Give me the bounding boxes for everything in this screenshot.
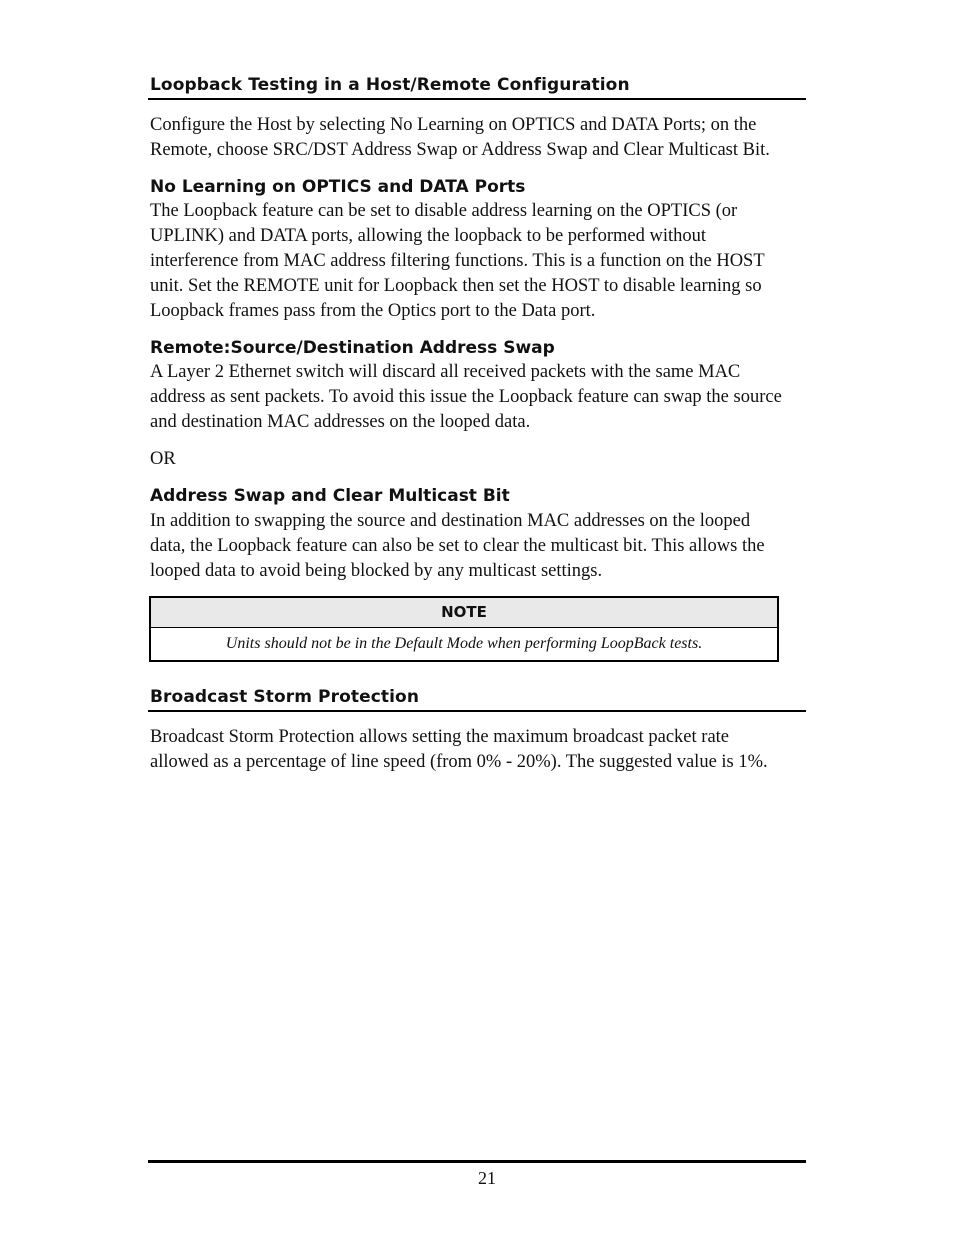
section-title-broadcast: Broadcast Storm Protection (150, 687, 420, 707)
section-rule-loopback (148, 98, 806, 100)
no-learning-paragraph (150, 199, 810, 324)
subsection-title-address-swap: Remote:Source/Destination Address Swap (150, 338, 555, 358)
address-swap-paragraph (150, 360, 810, 435)
or-separator (150, 447, 810, 472)
text-line: OR (150, 449, 176, 469)
footer-rule (148, 1160, 806, 1163)
note-box (149, 596, 779, 662)
text-line: Broadcast Storm Protection allows setting the maximum broadcast packet rate (150, 727, 730, 747)
broadcast-paragraph (150, 725, 810, 775)
text-line: and destination MAC addresses on the looped data. (150, 412, 531, 432)
section-rule-broadcast (148, 710, 806, 712)
subsection-title-clear-multicast: Address Swap and Clear Multicast Bit (150, 486, 510, 506)
loopback-intro-paragraph (150, 113, 810, 163)
text-line: In addition to swapping the source and destination MAC addresses on the looped (150, 511, 751, 531)
page-number: 21 (478, 1168, 496, 1188)
text-line: unit. Set the REMOTE unit for Loopback then set the HOST to disable learning so (150, 276, 762, 296)
text-line: Loopback frames pass from the Optics port to the Data port. (150, 301, 596, 321)
text-line: allowed as a percentage of line speed (from 0% - 20%). The suggested value is 1%. (150, 752, 768, 772)
note-heading: NOTE (151, 598, 777, 628)
text-line: data, the Loopback feature can also be set to clear the multicast bit. This allows the (150, 536, 765, 556)
text-line: looped data to avoid being blocked by any multicast settings. (150, 561, 603, 581)
text-line: Remote, choose SRC/DST Address Swap or Address Swap and Clear Multicast Bit. (150, 140, 770, 160)
text-line: The Loopback feature can be set to disable address learning on the OPTICS (or (150, 201, 738, 221)
note-text: Units should not be in the Default Mode when performing LoopBack tests. (225, 635, 703, 652)
text-line: address as sent packets. To avoid this issue the Loopback feature can swap the source (150, 387, 782, 407)
text-line: UPLINK) and DATA ports, allowing the loopback to be performed without (150, 226, 706, 246)
section-title-loopback: Loopback Testing in a Host/Remote Configuration (150, 75, 630, 95)
clear-multicast-paragraph (150, 509, 810, 584)
text-line: interference from MAC address filtering functions. This is a function on the HOST (150, 251, 765, 271)
text-line: Configure the Host by selecting No Learning on OPTICS and DATA Ports; on the (150, 115, 757, 135)
subsection-title-no-learning: No Learning on OPTICS and DATA Ports (150, 177, 526, 197)
text-line: A Layer 2 Ethernet switch will discard all received packets with the same MAC (150, 362, 741, 382)
